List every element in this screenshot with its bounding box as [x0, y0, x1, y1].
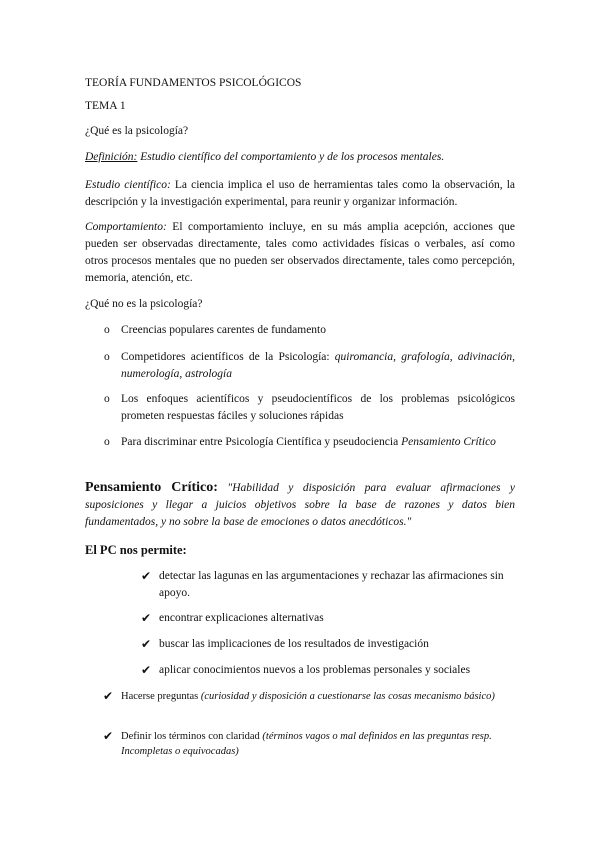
define-terms-italic-2: resp. Incompletas o equivocadas)	[121, 731, 492, 757]
define-terms-text: Definir los términos con claridad	[121, 731, 260, 742]
not-list-item-2	[121, 349, 515, 383]
check-icon: ✔	[141, 611, 152, 625]
not-list-item-4-italic: Pensamiento Crítico	[401, 436, 496, 448]
critical-thinking-label: Pensamiento Crítico:	[85, 480, 218, 495]
comportamiento-label: Comportamiento:	[85, 221, 167, 233]
ask-questions-italic-2: mecanismo básico)	[414, 691, 495, 702]
check-icon: ✔	[141, 569, 152, 583]
critical-thinking-paragraph	[85, 479, 515, 531]
ask-questions-italic-1: (curiosidad y disposición a cuestionarse las cosas	[200, 691, 412, 702]
check-icon: ✔	[141, 663, 152, 677]
question-what-is: ¿Qué es la psicología?	[85, 125, 189, 137]
permite-item-4: aplicar conocimientos nuevos a los problemas personales y sociales	[159, 664, 471, 676]
document-title: TEORÍA FUNDAMENTOS PSICOLÓGICOS	[85, 77, 302, 89]
not-list-item-4	[121, 434, 515, 451]
permite-item-1: detectar las lagunas en las argumentaciones y rechazar las afirmaciones sin apoyo.	[159, 570, 504, 599]
define-terms-italic-1: (términos vagos o mal definidos en las preguntas	[262, 731, 469, 742]
estudio-paragraph	[85, 177, 515, 211]
pc-allows-heading: El PC nos permite:	[85, 543, 187, 557]
not-list-item-1: Creencias populares carentes de fundamento	[121, 324, 326, 336]
not-list-item-3: Los enfoques acientíficos y pseudocientíficos de los problemas psicológicos prometen respuestas fáciles y soluciones rápidas	[121, 393, 515, 422]
question-what-is-not: ¿Qué no es la psicología?	[85, 298, 203, 310]
definition-text: Estudio científico del comportamiento y de los procesos mentales.	[140, 151, 445, 163]
bullet-marker: o	[104, 393, 110, 405]
topic-heading: TEMA 1	[85, 100, 126, 112]
check-icon: ✔	[103, 729, 114, 743]
bullet-marker: o	[104, 436, 110, 448]
estudio-text: La ciencia implica el uso de herramientas tales como la observación, la descripción y la investigación experimental, para reunir y organizar información.	[85, 179, 515, 208]
permite-item-2: encontrar explicaciones alternativas	[159, 612, 324, 624]
define-terms-item	[121, 729, 515, 759]
ask-questions-item	[121, 689, 515, 704]
critical-thinking-quote: "Habilidad y disposición para evaluar afirmaciones y suposiciones y llegar a juicios objetivos sobre la base de razones y datos bien fundamentados, y no sobre la base de emociones o datos anecdóticos."	[85, 482, 515, 528]
definition-paragraph	[85, 149, 515, 166]
comportamiento-paragraph	[85, 219, 515, 287]
check-icon: ✔	[103, 689, 114, 703]
check-icon: ✔	[141, 637, 152, 651]
comportamiento-text: El comportamiento incluye, en su más amplia acepción, acciones que pueden ser observadas directamente, tales como actividades físicas o verbales, así como otros procesos mentales que no pueden ser observados directamente, tales como percepción, memoria, atención, etc.	[85, 221, 516, 284]
not-list-item-4-text: Para discriminar entre Psicología Científica y pseudociencia	[121, 436, 399, 448]
ask-questions-text: Hacerse preguntas	[121, 691, 199, 702]
permite-item-3: buscar las implicaciones de los resultados de investigación	[159, 638, 429, 650]
not-list-item-2-italic: quiromancia, grafología, adivinación, numerología, astrología	[121, 351, 516, 380]
bullet-marker: o	[104, 351, 110, 363]
definition-label: Definición:	[85, 151, 138, 163]
not-list-item-2-text: Competidores acientíficos de la Psicología:	[121, 351, 330, 363]
estudio-label: Estudio científico:	[85, 179, 171, 191]
bullet-marker: o	[104, 324, 110, 336]
